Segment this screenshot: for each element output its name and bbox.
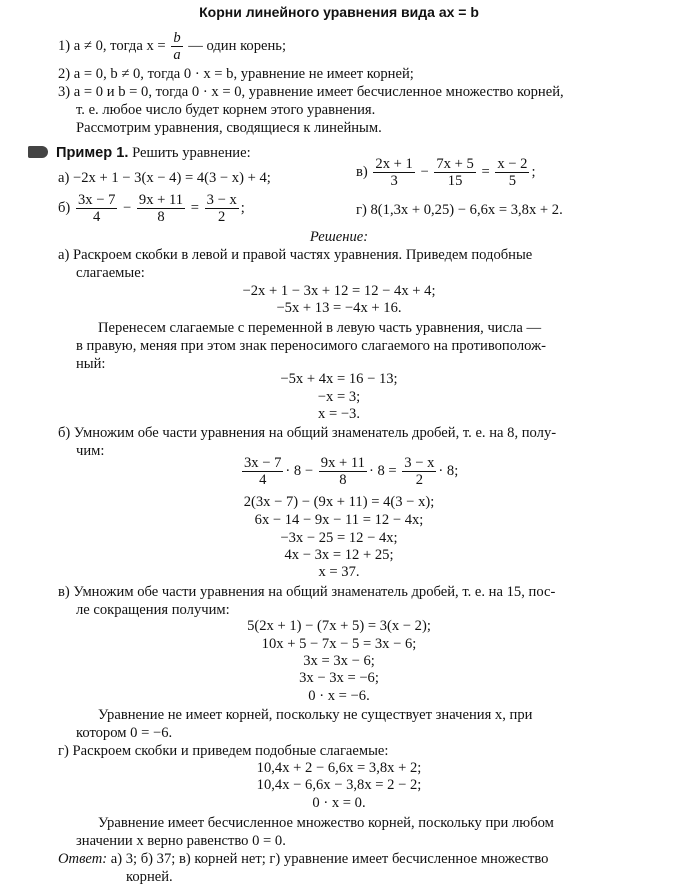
rule-1-fraction: [171, 30, 182, 63]
solution-g-eq3: 0 · x = 0.: [312, 795, 366, 811]
solution-a-line3: Перенесем слагаемые с переменной в левую часть уравнения, числа —: [98, 320, 542, 336]
fraction-numerator: 3 − x: [206, 192, 237, 208]
example-v: в) $\frac{2x + 1}{3}$ − $\frac{7x + 5}{15}$ = $\frac{x - 2}{5}$ ;: [356, 156, 536, 189]
solution-a-eq4: −x = 3;: [317, 389, 361, 405]
fraction: [319, 455, 367, 488]
fraction-denominator: a: [173, 47, 181, 63]
example-g: г) 8(1,3x + 0,25) − 6,6x = 3,8x + 2.: [356, 202, 563, 218]
solution-v-eq1: 5(2x + 1) − (7x + 5) = 3(x − 2);: [247, 618, 431, 634]
solution-a-line4: в правую, меняя при этом знак переносимого слагаемого на противополож-: [76, 338, 547, 354]
fraction-denominator: 4: [93, 209, 101, 225]
solution-g-eq2: 10,4x − 6,6x − 3,8x = 2 − 2;: [256, 777, 422, 793]
solution-b-line1: б) Умножим обе части уравнения на общий знаменатель дробей, т. е. на 8, полу-: [58, 425, 557, 441]
example-task: Решить уравнение:: [132, 145, 251, 161]
example-b-label: б): [58, 199, 71, 216]
solution-v-line3: Уравнение не имеет корней, поскольку не существует значения x, при: [98, 707, 533, 723]
fraction-numerator: 7x + 5: [436, 156, 474, 172]
fraction-numerator: 3x − 7: [244, 455, 282, 471]
fraction-denominator: 2: [218, 209, 226, 225]
solution-a-line1: а) Раскроем скобки в левой и правой частях уравнения. Приведем подобные: [58, 247, 533, 263]
example-v-label: в): [356, 163, 368, 180]
solution-v-line2: ле сокращения получим:: [76, 602, 230, 618]
fraction: [205, 192, 239, 225]
rule-1: [58, 30, 286, 63]
solution-a-line5: ный:: [76, 356, 106, 372]
solution-v-line4: котором 0 = −6.: [76, 725, 173, 741]
fraction-numerator: 2x + 1: [375, 156, 413, 172]
example-marker-icon: [28, 146, 48, 158]
solution-b-eq3: 6x − 14 − 9x − 11 = 12 − 4x;: [254, 512, 424, 528]
solution-b-eq2: 2(3x − 7) − (9x + 11) = 4(3 − x);: [243, 494, 435, 510]
solution-b-eq6: x = 37.: [318, 564, 360, 580]
solution-g-line3: значении x верно равенство 0 = 0.: [76, 833, 286, 849]
fraction-numerator: x − 2: [497, 156, 528, 172]
multiplier: · 8: [438, 462, 455, 479]
solution-a-eq3: −5x + 4x = 16 − 13;: [280, 371, 398, 387]
multiplier: · 8: [285, 462, 302, 479]
solution-g-line1: г) Раскроем скобки и приведем подобные слагаемые:: [58, 743, 389, 759]
example-heading: [56, 145, 251, 162]
fraction: [434, 156, 475, 189]
rule-2: 2) a = 0, b ≠ 0, тогда 0 · x = b, уравнение не имеет корней;: [58, 66, 414, 82]
fraction-numerator: 9x + 11: [138, 192, 184, 208]
answer-line1: [58, 851, 548, 868]
rule-3a: 3) a = 0 и b = 0, тогда 0 · x = 0, уравнение имеет бесчисленное множество корней,: [58, 84, 564, 100]
fraction: [76, 192, 117, 225]
fraction: [402, 455, 436, 488]
solution-a-eq5: x = −3.: [318, 406, 360, 422]
multiplier: · 8: [368, 462, 385, 479]
fraction-denominator: 8: [339, 472, 347, 488]
fraction-denominator: 2: [415, 472, 423, 488]
fraction-numerator: b: [173, 30, 181, 46]
rule-1-text: 1) a ≠ 0, тогда x =: [58, 37, 166, 54]
fraction: [495, 156, 529, 189]
solution-a-eq2: −5x + 13 = −4x + 16.: [276, 300, 402, 316]
fraction-denominator: 3: [390, 173, 398, 189]
solution-a-eq1: −2x + 1 − 3x + 12 = 12 − 4x + 4;: [242, 283, 436, 299]
solution-heading: Решение:: [309, 229, 369, 245]
fraction-denominator: 8: [157, 209, 165, 225]
fraction-denominator: 15: [447, 173, 463, 189]
fraction-numerator: 3x − 7: [77, 192, 116, 208]
example-label: Пример 1.: [56, 145, 129, 161]
fraction: [242, 455, 283, 488]
example-a: а) −2x + 1 − 3(x − 4) = 4(3 − x) + 4;: [58, 170, 271, 186]
solution-g-line2: Уравнение имеет бесчисленное множество корней, поскольку при любом: [98, 815, 554, 831]
fraction-denominator: 5: [508, 173, 517, 189]
solution-v-eq4: 3x − 3x = −6;: [299, 670, 379, 686]
fraction-numerator: 9x + 11: [320, 455, 365, 471]
fraction: [373, 156, 414, 189]
solution-v-eq2: 10x + 5 − 7x − 5 = 3x − 6;: [261, 636, 417, 652]
solution-a-line2: слагаемые:: [76, 265, 145, 281]
solution-v-eq3: 3x = 3x − 6;: [303, 653, 375, 669]
solution-b-line2: чим:: [76, 443, 105, 459]
answer-line2: корней.: [126, 869, 173, 885]
solution-v-eq5: 0 · x = −6.: [308, 688, 370, 704]
fraction: [137, 192, 185, 225]
solution-b-eq4: −3x − 25 = 12 − 4x;: [280, 530, 398, 546]
fraction-denominator: 4: [259, 472, 267, 488]
solution-b-eq5: 4x − 3x = 12 + 25;: [284, 547, 394, 563]
page-title: Корни линейного уравнения вида ax = b: [199, 4, 479, 20]
solution-v-line1: в) Умножим обе части уравнения на общий знаменатель дробей, т. е. на 15, пос-: [58, 584, 556, 600]
answer-text: а) 3; б) 37; в) корней нет; г) уравнение имеет бесчисленное множество: [110, 851, 549, 867]
rule-3b: т. е. любое число будет корнем этого уравнения.: [76, 102, 376, 118]
rule-4: Рассмотрим уравнения, сводящиеся к линейным.: [76, 120, 382, 136]
rule-1-tail: — один корень;: [188, 37, 287, 54]
example-b: б) $\frac{3x - 7}{4}$ − $\frac{9x + 11}{8}$ = $\frac{3 - x}{2}$ ;: [58, 192, 245, 225]
answer-label: Ответ:: [58, 851, 108, 867]
fraction-numerator: 3 − x: [404, 455, 435, 471]
solution-b-eq1: $\frac{3x - 7}{4}$ · 8 − $\frac{9x + 11}{8}$ · 8 = $\frac{3 - x}{2}$ · 8;: [244, 455, 459, 488]
solution-g-eq1: 10,4x + 2 − 6,6x = 3,8x + 2;: [256, 760, 422, 776]
